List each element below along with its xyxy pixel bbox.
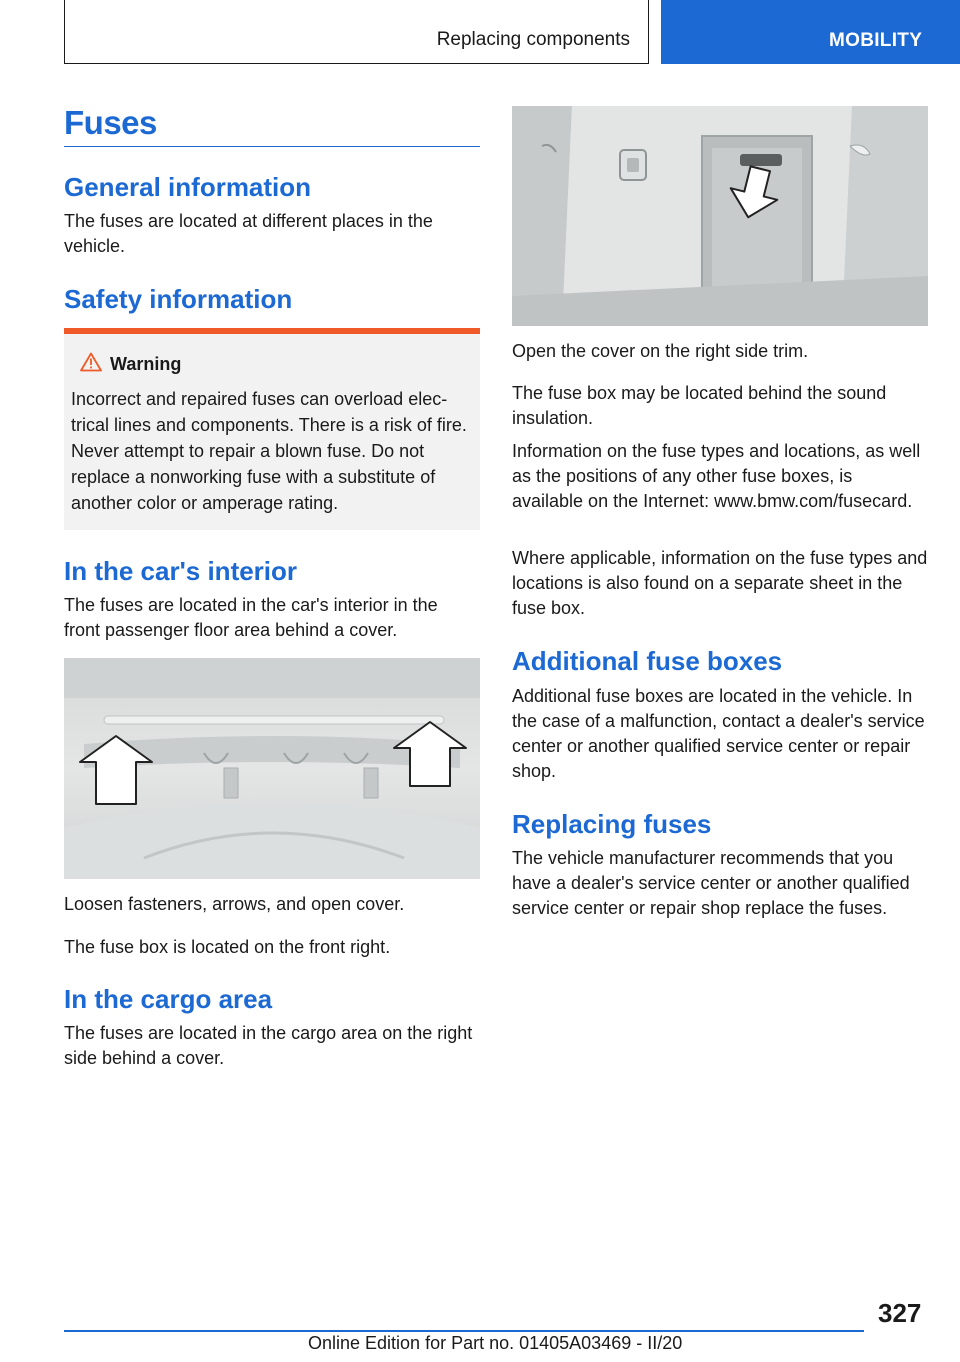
- interior-text: The fuses are located in the car's interior in the front passenger floor area behind a cover.: [64, 595, 438, 640]
- cargo-note-3: Where applicable, information on the fuse types and locations is also found on a separate sheet in the fuse box.: [512, 548, 928, 618]
- header-chapter-tab: [661, 0, 960, 64]
- interior-photo: [64, 658, 480, 879]
- replacing-text: The vehicle manufacturer recommends that you have a dealer's service center or another qualified service center or repair shop replace the fuses.: [512, 848, 910, 918]
- interior-note: The fuse box is located on the front right.: [64, 937, 391, 957]
- safety-heading: Safety information: [64, 284, 293, 314]
- page-number: 327: [878, 1298, 922, 1328]
- interior-caption: Loosen fasteners, arrows, and open cover.: [64, 894, 405, 914]
- interior-heading: In the car's interior: [64, 556, 298, 586]
- cargo-photo: [512, 106, 928, 326]
- general-text: The fuses are located at different places in the vehicle.: [64, 211, 433, 256]
- cargo-caption: Open the cover on the right side trim.: [512, 341, 809, 361]
- warning-title: Warning: [110, 354, 182, 374]
- header-section-box: [64, 0, 649, 64]
- header-chapter-title: MOBILITY: [829, 30, 923, 51]
- warning-box: [64, 328, 480, 530]
- replacing-heading: Replacing fuses: [512, 809, 712, 839]
- title-rule: [64, 146, 480, 147]
- additional-heading: Additional fuse boxes: [512, 646, 783, 676]
- page-title: Fuses: [64, 104, 157, 141]
- cargo-note-2: Information on the fuse types and locations, as well as the positions of any other fuse boxes, is available on the Internet: www.bmw.com/fusecard.: [512, 441, 921, 511]
- warning-text: Incorrect and repaired fuses can overload electrical lines and components. There is a risk of fire. Never attempt to repair a blown fuse. Do not replace a nonworking fuse with a substitute of another color or amperage rating.: [71, 389, 467, 513]
- warning-bar: [64, 328, 480, 334]
- warning-triangle-icon: [80, 352, 102, 372]
- footer-rule: [64, 1330, 864, 1332]
- footer-edition: Online Edition for Part no. 01405A03469 - II/20: [308, 1333, 683, 1353]
- cargo-heading: In the cargo area: [64, 984, 273, 1014]
- general-heading: General information: [64, 172, 312, 202]
- cargo-note-1: The fuse box may be located behind the sound insulation.: [512, 383, 887, 428]
- cargo-text: The fuses are located in the cargo area on the right side behind a cover.: [64, 1023, 473, 1068]
- additional-text: Additional fuse boxes are located in the vehicle. In the case of a malfunction, contact a dealer's service center or another qualified service center or repair shop.: [512, 686, 925, 781]
- header-section-title: Replacing components: [436, 29, 630, 50]
